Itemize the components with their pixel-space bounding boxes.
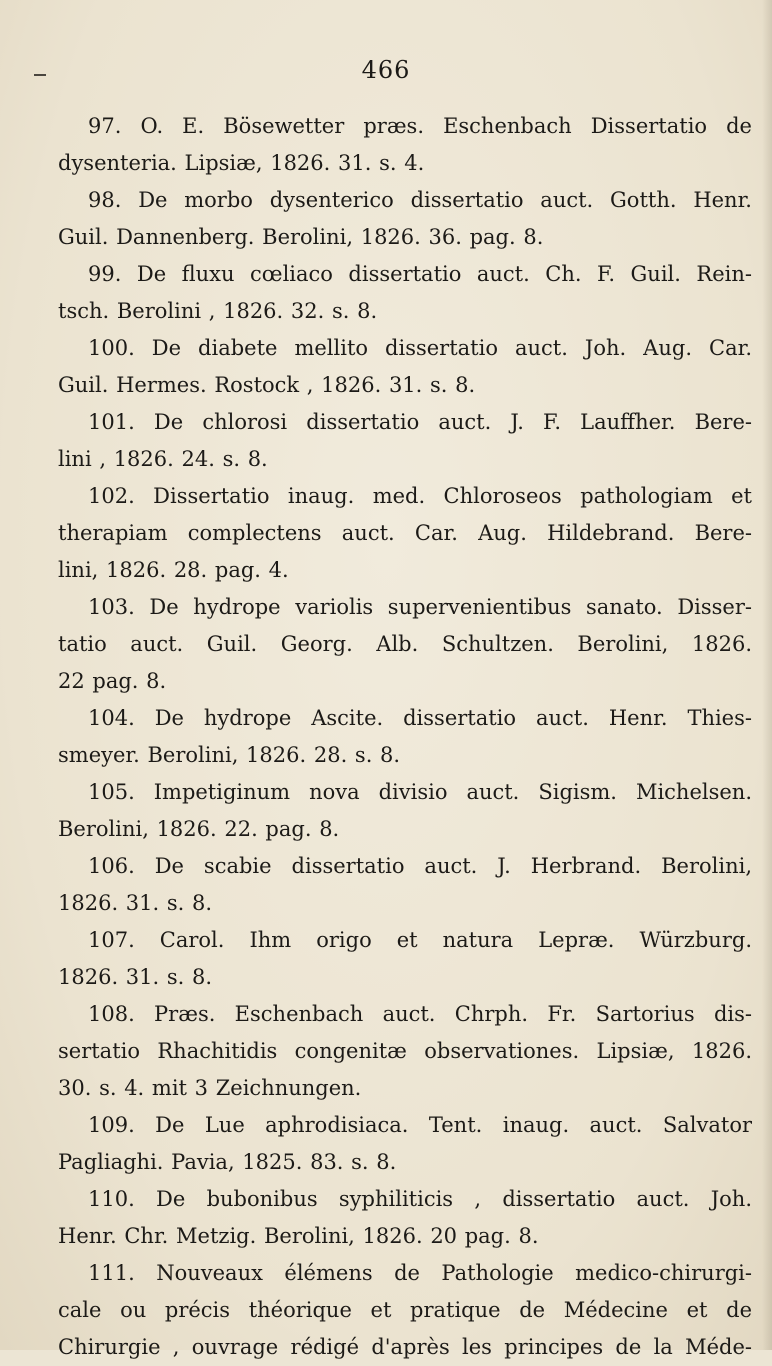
- text-line: Henr. Chr. Metzig. Berolini, 1826. 20 pag. 8.: [58, 1224, 539, 1248]
- text-line: 111. Nouveaux élémens de Pathologie medico-chirurgi-: [88, 1261, 752, 1285]
- text-line: 107. Carol. Ihm origo et natura Lepræ. Würzburg.: [88, 928, 752, 952]
- text-line: 1826. 31. s. 8.: [58, 965, 213, 989]
- text-line: Guil. Dannenberg. Berolini, 1826. 36. pag. 8.: [58, 225, 544, 249]
- page-edge-shadow: [762, 0, 772, 1350]
- text-line: 102. Dissertatio inaug. med. Chloroseos pathologiam et: [88, 484, 752, 508]
- text-line: 97. O. E. Bösewetter præs. Eschenbach Dissertatio de: [88, 114, 752, 138]
- text-line: Berolini, 1826. 22. pag. 8.: [58, 817, 340, 841]
- text-line: 101. De chlorosi dissertatio auct. J. F. Lauffher. Bere-: [88, 410, 752, 434]
- text-line: tsch. Berolini , 1826. 32. s. 8.: [58, 299, 378, 323]
- text-line: Pagliaghi. Pavia, 1825. 83. s. 8.: [58, 1150, 397, 1174]
- text-line: 109. De Lue aphrodisiaca. Tent. inaug. auct. Salvator: [88, 1113, 752, 1137]
- text-line: tatio auct. Guil. Georg. Alb. Schultzen. Berolini, 1826.: [58, 632, 752, 656]
- page-header: [0, 52, 772, 92]
- text-line: 99. De fluxu cœliaco dissertatio auct. Ch. F. Guil. Rein-: [88, 262, 752, 286]
- page-number: 466: [361, 56, 411, 84]
- text-line: lini , 1826. 24. s. 8.: [58, 447, 268, 471]
- text-line: lini, 1826. 28. pag. 4.: [58, 558, 289, 582]
- text-line: 100. De diabete mellito dissertatio auct. Joh. Aug. Car.: [88, 336, 752, 360]
- text-line: sertatio Rhachitidis congenitæ observationes. Lipsiæ, 1826.: [58, 1039, 752, 1063]
- text-line: 22 pag. 8.: [58, 669, 167, 693]
- text-line: dysenteria. Lipsiæ, 1826. 31. s. 4.: [58, 151, 425, 175]
- text-line: 106. De scabie dissertatio auct. J. Herbrand. Berolini,: [88, 854, 752, 878]
- text-line: smeyer. Berolini, 1826. 28. s. 8.: [58, 743, 401, 767]
- bibliography-list: [58, 108, 752, 1366]
- text-line: therapiam complectens auct. Car. Aug. Hildebrand. Bere-: [58, 521, 752, 545]
- text-line: 104. De hydrope Ascite. dissertatio auct. Henr. Thies-: [88, 706, 752, 730]
- text-line: 108. Præs. Eschenbach auct. Chrph. Fr. Sartorius dis-: [88, 1002, 752, 1026]
- text-line: 30. s. 4. mit 3 Zeichnungen.: [58, 1076, 362, 1100]
- text-line: 1826. 31. s. 8.: [58, 891, 213, 915]
- text-line: 103. De hydrope variolis supervenientibus sanato. Disser-: [88, 595, 752, 619]
- text-line: 105. Impetiginum nova divisio auct. Sigism. Michelsen.: [88, 780, 752, 804]
- text-line: 98. De morbo dysenterico dissertatio auct. Gotth. Henr.: [88, 188, 752, 212]
- text-line: cale ou précis théorique et pratique de Médecine et de: [58, 1298, 752, 1322]
- text-line: 110. De bubonibus syphiliticis , dissertatio auct. Joh.: [88, 1187, 752, 1211]
- text-line: Chirurgie , ouvrage rédigé d'après les principes de la Méde-: [58, 1335, 752, 1359]
- text-line: Guil. Hermes. Rostock , 1826. 31. s. 8.: [58, 373, 476, 397]
